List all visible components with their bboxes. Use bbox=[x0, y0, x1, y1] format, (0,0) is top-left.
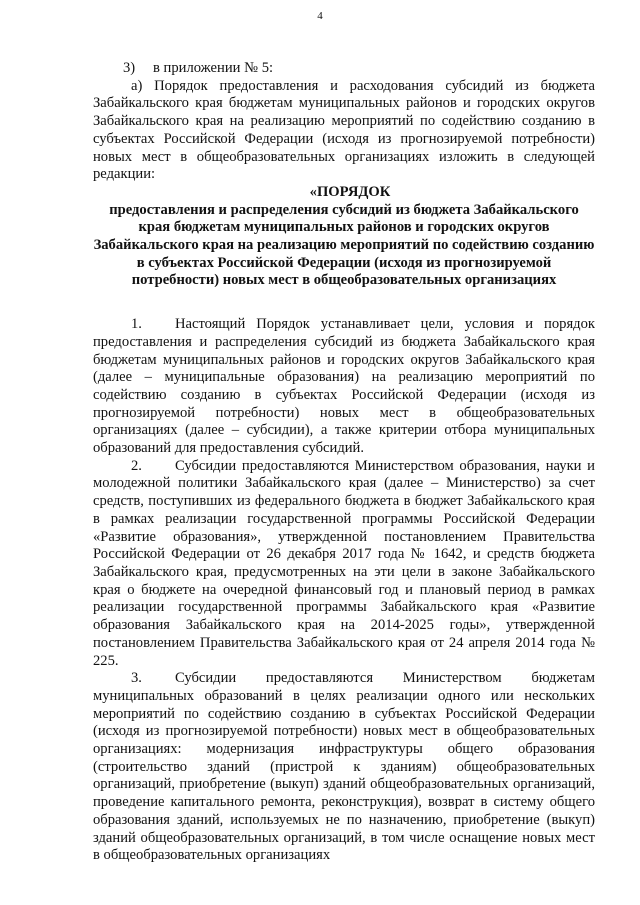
document-body bbox=[93, 60, 595, 865]
paragraph-number: 1. bbox=[131, 316, 142, 333]
paragraph-2 bbox=[93, 458, 595, 670]
document-title bbox=[93, 184, 595, 290]
page-number: 4 bbox=[317, 10, 323, 22]
title-subtitle: предоставления и распределения субсидий из бюджета Забайкальского края бюджетам муниципальных районов и городских округов Забайкальского края на реализацию мероприятий по содействию созданию в субъектах Российской Федерации (исходя из прогнозируемой потребности) новых мест в общеобразовательных организациях bbox=[93, 201, 595, 289]
paragraph-number: 3. bbox=[131, 670, 142, 687]
paragraph-1 bbox=[93, 316, 595, 458]
list-item-text: в приложении № 5: bbox=[153, 60, 274, 76]
paragraph-text: Субсидии предоставляются Министерством образования, науки и молодежной политики Забайкальского края (далее – Министерство) за счет средств, поступивших из федерального бюджета в бюджет Забайкальского края в рамках реализации государственной программы Российской Федерации «Развитие образования», утвержденной постановлением Правительства Российской Федерации от 26 декабря 2017 года № 1642, и средств бюджета Забайкальского края, предусмотренных на эти цели в законе Забайкальского края о бюджете на очередной финансовый год и плановый период в рамках реализации государственной программы Забайкальского края «Развитие образования Забайкальского края на 2014-2025 годы», утвержденной постановлением Правительства Забайкальского края от 24 апреля 2014 года № 225. bbox=[93, 457, 595, 669]
paragraph-text: Субсидии предоставляются Министерством бюджетам муниципальных образований в целях реализации одного или нескольких мероприятий по содействию созданию в субъектах Российской Федерации (исходя из прогнозируемой потребности) новых мест в общеобразовательных организациях: модернизация инфраструктуры общего образования (строительство зданий (пристрой к зданиям) общеобразовательных организаций, приобретение (выкуп) зданий общеобразовательных организаций, проведение капитального ремонта, реконструкция), возврат в систему общего образования зданий, используемых не по назначению, приобретение (выкуп) зданий общеобразовательных организаций, в том числе оснащение новых мест в общеобразовательных организациях bbox=[93, 670, 595, 864]
title-heading: «ПОРЯДОК bbox=[309, 183, 391, 200]
paragraph-3 bbox=[93, 670, 595, 865]
list-item-header bbox=[93, 60, 595, 78]
subitem-paragraph: а) Порядок предоставления и расходования субсидий из бюджета Забайкальского края бюджетам муниципальных районов и городских округов Забайкальского края на реализацию мероприятий по содействию созданию в субъектах Российской Федерации (исходя из прогнозируемой потребности) новых мест в общеобразовательных организациях изложить в следующей редакции: bbox=[93, 77, 595, 183]
paragraph-text: Настоящий Порядок устанавливает цели, условия и порядок предоставления и распределения субсидий из бюджета Забайкальского края бюджетам муниципальных районов и городских округов Забайкальского края (далее – муниципальные образования) на реализацию мероприятий по содействию созданию в субъектах Российской Федерации (исходя из прогнозируемой потребности) новых мест в общеобразовательных организациях (далее – субсидии), а также критерии отбора муниципальных образований для предоставления субсидий. bbox=[93, 316, 595, 457]
list-item-number: 3) bbox=[123, 60, 136, 76]
paragraph-number: 2. bbox=[131, 457, 142, 474]
